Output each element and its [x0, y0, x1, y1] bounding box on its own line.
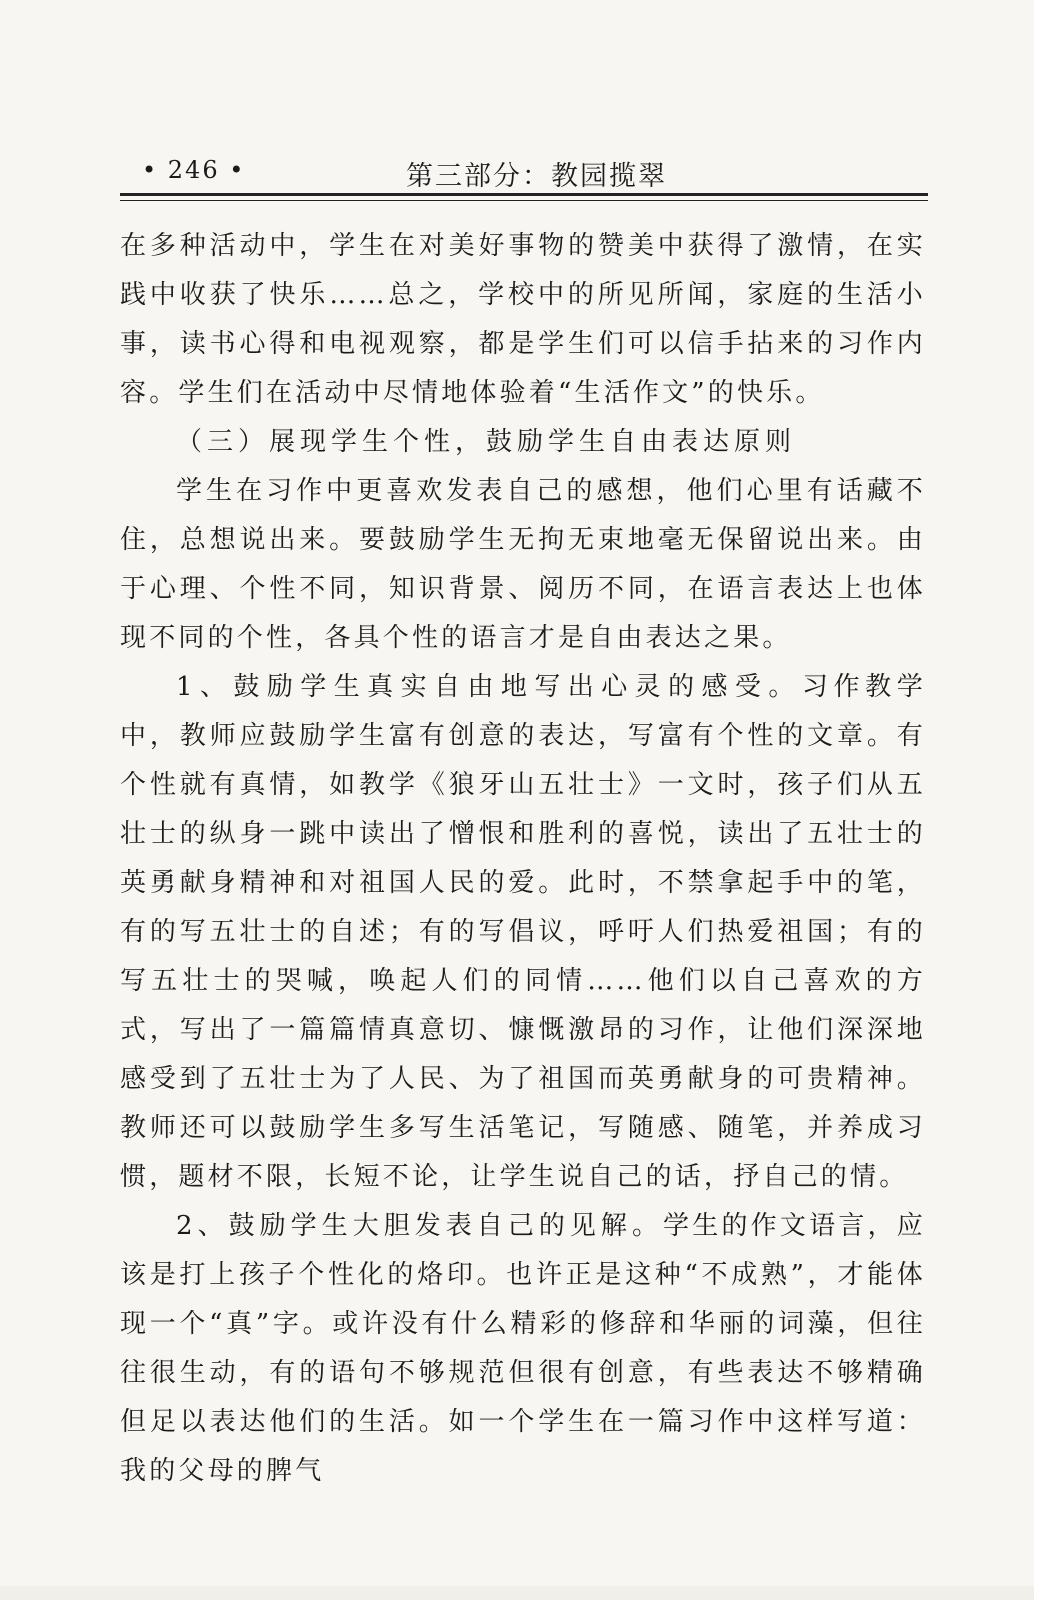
paragraph-2: 学生在习作中更喜欢发表自己的感想，他们心里有话藏不住，总想说出来。要鼓励学生无拘无束地毫无保留说出来。由于心理、个性不同，知识背景、阅历不同，在语言表达上也体现不同的个性，各具个性的语言才是自由表达之果。 [120, 476, 926, 653]
paragraph-4-lead: 2、鼓励学生大胆发表自己的见解。 [176, 1211, 663, 1241]
paragraph-4 [120, 1202, 926, 1496]
paragraph-4-text: 学生的作文语言，应该是打上孩子个性化的烙印。也许正是这种“不成熟”，才能体现一个“真”字。或许没有什么精彩的修辞和华丽的词藻，但往往很生动，有的语句不够规范但很有创意，有些表达不够精确但足以表达他们的生活。如一个学生在一篇习作中这样写道：我的父母的脾气 [120, 1211, 926, 1486]
body-text [120, 222, 926, 1496]
header-rule-thin [120, 200, 928, 201]
paragraph-1: 在多种活动中，学生在对美好事物的赞美中获得了激情，在实践中收获了快乐……总之，学校中的所见所闻，家庭的生活小事，读书心得和电视观察，都是学生们可以信手拈来的习作内容。学生们在活动中尽情地体验着“生活作文”的快乐。 [120, 231, 926, 408]
paragraph-3-lead: 1、鼓励学生真实自由地写出心灵的感受。 [176, 672, 802, 702]
subheading: （三）展现学生个性，鼓励学生自由表达原则 [176, 427, 797, 457]
page-bottom-edge [0, 1586, 1034, 1600]
scan-margin [1034, 0, 1054, 1600]
section-title: 第三部分：教园揽翠 [406, 161, 667, 192]
header-rule-thick [120, 193, 928, 196]
paragraph-3 [120, 663, 926, 1202]
running-header [142, 156, 940, 194]
page-number: • 246 • [142, 156, 246, 184]
paragraph-3-text: 习作教学中，教师应鼓励学生富有创意的表达，写富有个性的文章。有个性就有真情，如教学《狼牙山五壮士》一文时，孩子们从五壮士的纵身一跳中读出了憎恨和胜利的喜悦，读出了五壮士的英勇献身精神和对祖国人民的爱。此时，不禁拿起手中的笔，有的写五壮士的自述；有的写倡议，呼吁人们热爱祖国；有的写五壮士的哭喊，唤起人们的同情……他们以自己喜欢的方式，写出了一篇篇情真意切、慷慨激昂的习作，让他们深深地感受到了五壮士为了人民、为了祖国而英勇献身的可贵精神。教师还可以鼓励学生多写生活笔记，写随感、随笔，并养成习惯，题材不限，长短不论，让学生说自己的话，抒自己的情。 [120, 672, 926, 1192]
